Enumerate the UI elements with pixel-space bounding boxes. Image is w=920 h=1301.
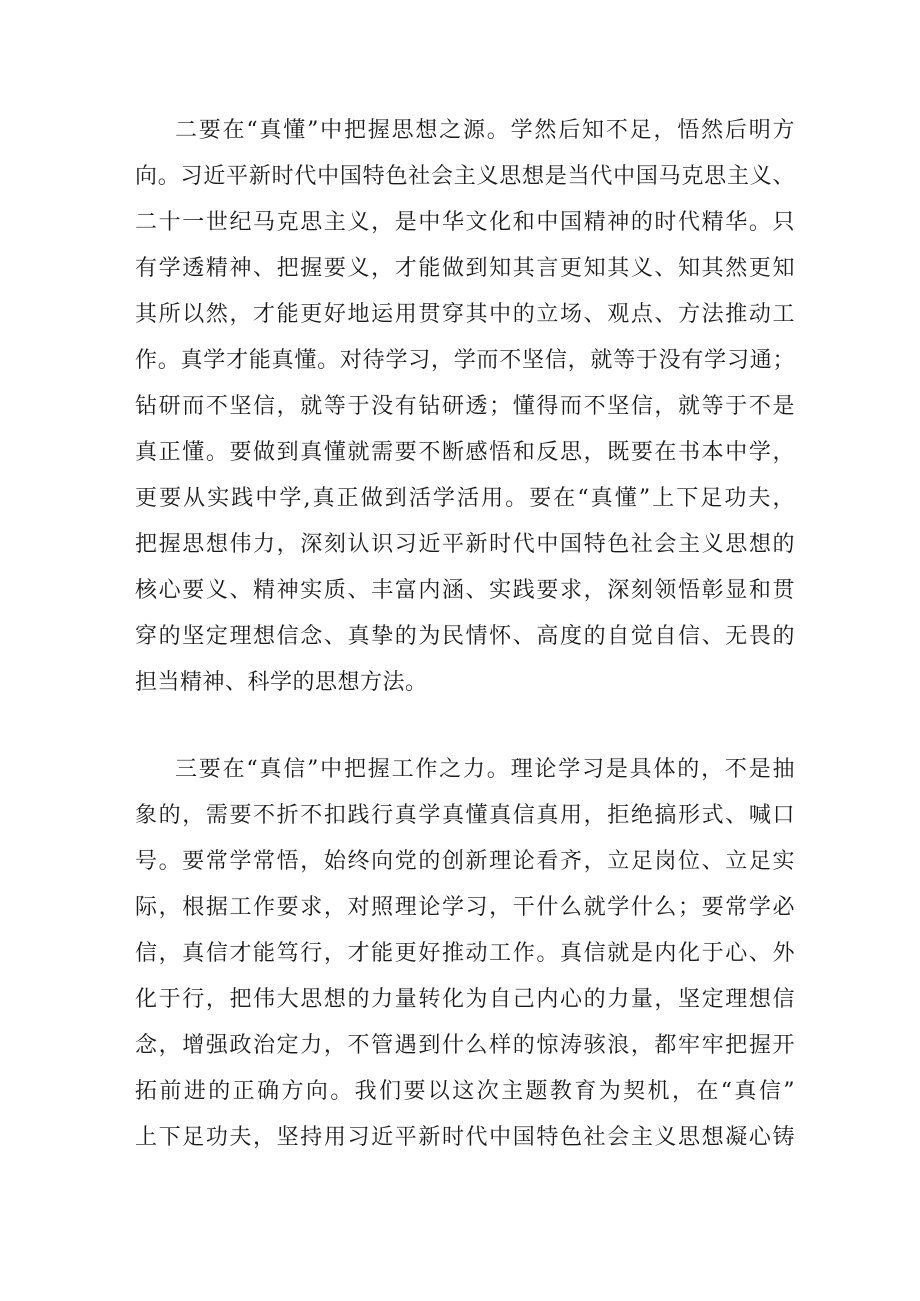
paragraph-line: 象的，需要不折不扣践行真学真懂真信真用，拒绝搞形式、喊口 (135, 803, 795, 828)
paragraph-line: 真正懂。要做到真懂就需要不断感悟和反思，既要在书本中学， (135, 440, 795, 465)
paragraph-line: 三要在“真信”中把握工作之力。理论学习是具体的，不是抽 (175, 757, 795, 782)
paragraph-zhenxin (135, 747, 795, 1161)
paragraph-zhendong (135, 108, 795, 706)
paragraph-line: 更要从实践中学,真正做到活学活用。要在“真懂”上下足功夫， (135, 486, 795, 511)
paragraph-line: 二要在“真懂”中把握思想之源。学然后知不足，悟然后明方 (175, 118, 795, 143)
paragraph-line: 念，增强政治定力，不管遇到什么样的惊涛骇浪，都牢牢把握开 (135, 1033, 795, 1058)
paragraph-line: 拓前进的正确方向。我们要以这次主题教育为契机，在“真信” (135, 1079, 795, 1104)
paragraph-line: 二十一世纪马克思主义，是中华文化和中国精神的时代精华。只 (135, 210, 795, 235)
paragraph-line: 向。习近平新时代中国特色社会主义思想是当代中国马克思主义、 (135, 164, 795, 189)
paragraph-line: 上下足功夫，坚持用习近平新时代中国特色社会主义思想凝心铸 (135, 1125, 795, 1150)
paragraph-line: 际，根据工作要求，对照理论学习，干什么就学什么；要常学必 (135, 895, 795, 920)
paragraph-line: 号。要常学常悟，始终向党的创新理论看齐，立足岗位、立足实 (135, 849, 795, 874)
paragraph-line: 穿的坚定理想信念、真挚的为民情怀、高度的自觉自信、无畏的 (135, 624, 795, 649)
paragraph-line: 其所以然，才能更好地运用贯穿其中的立场、观点、方法推动工 (135, 302, 795, 327)
paragraph-line: 担当精神、科学的思想方法。 (135, 670, 428, 695)
paragraph-line: 钻研而不坚信，就等于没有钻研透；懂得而不坚信，就等于不是 (135, 394, 795, 419)
paragraph-line: 核心要义、精神实质、丰富内涵、实践要求，深刻领悟彰显和贯 (135, 578, 795, 603)
paragraph-line: 信，真信才能笃行，才能更好推动工作。真信就是内化于心、外 (135, 941, 795, 966)
paragraph-line: 有学透精神、把握要义，才能做到知其言更知其义、知其然更知 (135, 256, 795, 281)
paragraph-line: 把握思想伟力，深刻认识习近平新时代中国特色社会主义思想的 (135, 532, 795, 557)
paragraph-line: 作。真学才能真懂。对待学习，学而不坚信，就等于没有学习通； (135, 348, 795, 373)
paragraph-line: 化于行，把伟大思想的力量转化为自己内心的力量，坚定理想信 (135, 987, 795, 1012)
